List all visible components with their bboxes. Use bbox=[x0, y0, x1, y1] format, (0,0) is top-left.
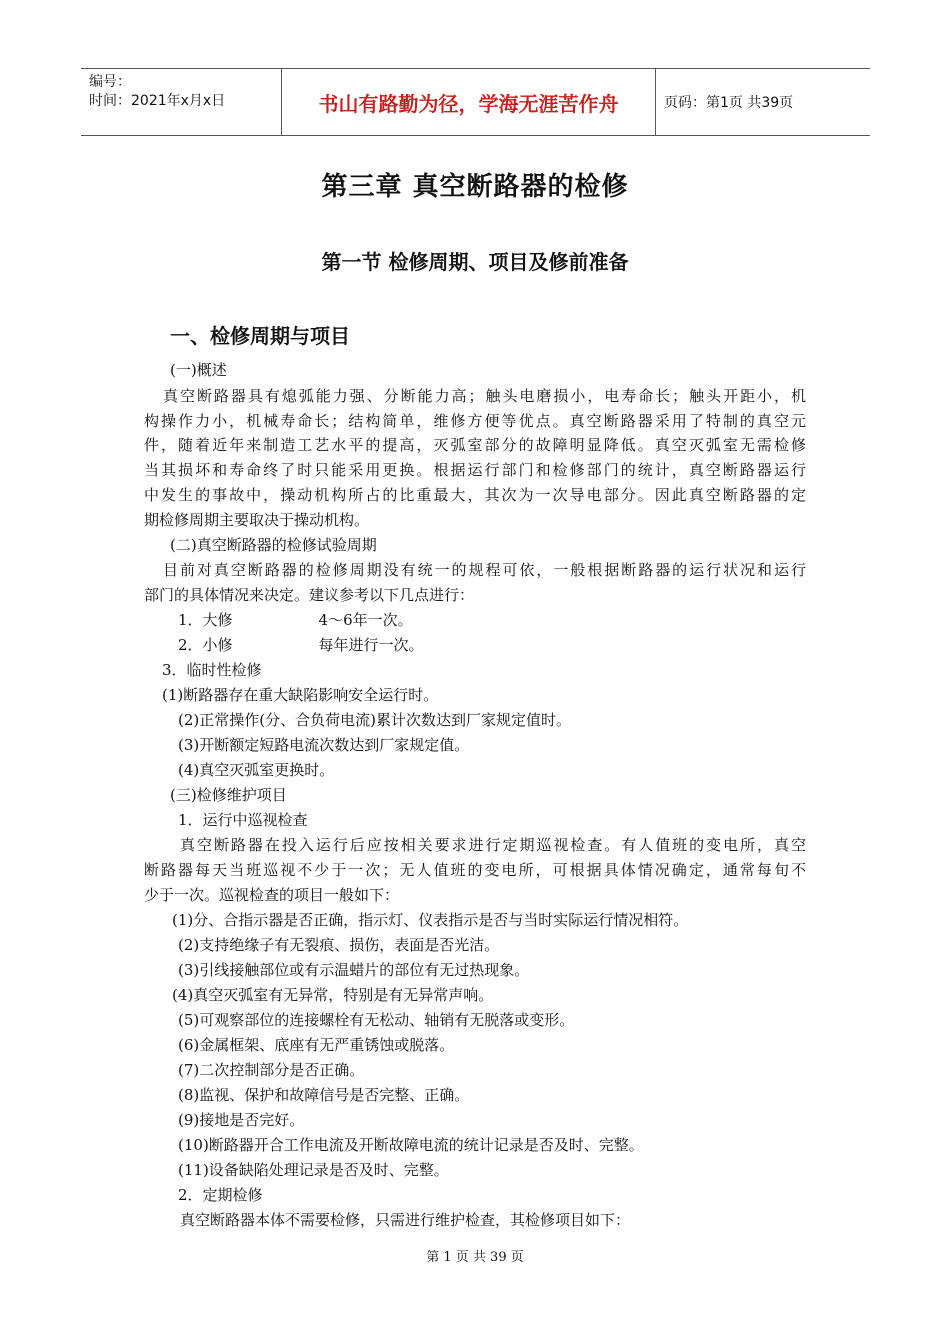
list-item: (4)真空灭弧室有无异常，特别是有无异常声响。 bbox=[172, 986, 494, 1004]
list-item: (6)金属框架、底座有无严重锈蚀或脱落。 bbox=[178, 1036, 455, 1054]
paragraph-line: 少于一次。巡视检查的项目一般如下： bbox=[144, 886, 400, 904]
paragraph-line: 中发生的事故中，操动机构所占的比重最大，其次为一次导电部分。因此真空断路器的定 bbox=[144, 486, 806, 504]
paragraph-line: 件，随着近年来制造工艺水平的提高，灭弧室部分的故障明显降低。真空灭弧室无需检修 bbox=[144, 436, 806, 454]
list-item: (8)监视、保护和故障信号是否完整、正确。 bbox=[178, 1086, 470, 1104]
subheading-maintenance-items: (三)检修维护项目 bbox=[170, 786, 287, 804]
list-item: (1)断路器存在重大缺陷影响安全运行时。 bbox=[162, 686, 439, 704]
subheading-overview: (一)概述 bbox=[170, 361, 227, 379]
list-item-minor-repair bbox=[178, 635, 424, 655]
list-item: (9)接地是否完好。 bbox=[178, 1111, 305, 1129]
header-meta bbox=[81, 69, 281, 135]
paragraph-line: 断路器每天当班巡视不少于一次；无人值班的变电所，可根据具体情况确定，通常每旬不 bbox=[144, 861, 806, 879]
header-motto: 书山有路勤为径，学海无涯苦作舟 bbox=[281, 69, 656, 135]
paragraph-line: 真空断路器本体不需要检修，只需进行维护检查，其检修项目如下： bbox=[180, 1211, 631, 1229]
paragraph-line: 目前对真空断路器的检修周期没有统一的规程可依，一般根据断路器的运行状况和运行 bbox=[163, 561, 806, 579]
list-item: (2)正常操作(分、合负荷电流)累计次数达到厂家规定值时。 bbox=[178, 711, 571, 729]
paragraph-line: 部门的具体情况来决定。建议参考以下几点进行： bbox=[144, 586, 475, 604]
paragraph-line: 真空断路器具有熄弧能力强、分断能力高；触头电磨损小，电寿命长；触头开距小，机 bbox=[163, 387, 806, 405]
list-item-value: 4～6年一次。 bbox=[318, 611, 413, 629]
list-item: (5)可观察部位的连接螺栓有无松动、轴销有无脱落或变形。 bbox=[178, 1011, 575, 1029]
page-header bbox=[81, 68, 870, 136]
chapter-title: 第三章 真空断路器的检修 bbox=[321, 172, 629, 202]
page-footer: 第 1 页 共 39 页 bbox=[426, 1250, 524, 1265]
list-item-label: 1．大修 bbox=[178, 611, 233, 629]
list-item-label: 2．小修 bbox=[178, 636, 233, 654]
list-item-value: 每年进行一次。 bbox=[318, 636, 424, 654]
heading-inspection-cycle: 一、检修周期与项目 bbox=[170, 324, 350, 348]
list-item: 2．定期检修 bbox=[178, 1186, 263, 1204]
subheading-test-cycle: (二)真空断路器的检修试验周期 bbox=[170, 536, 377, 554]
list-item-overhaul bbox=[178, 610, 413, 630]
paragraph-line: 当其损坏和寿命终了时只能采用更换。根据运行部门和检修部门的统计，真空断路器运行 bbox=[144, 461, 806, 479]
list-item: (3)引线接触部位或有示温蜡片的部位有无过热现象。 bbox=[178, 961, 530, 979]
header-page-number: 页码：第1页 共39页 bbox=[664, 95, 794, 111]
list-item: (11)设备缺陷处理记录是否及时、完整。 bbox=[178, 1161, 449, 1179]
list-item: (10)断路器开合工作电流及开断故障电流的统计记录是否及时、完整。 bbox=[178, 1136, 644, 1154]
list-item: 1．运行中巡视检查 bbox=[178, 811, 308, 829]
paragraph-line: 构操作力小，机械寿命长；结构简单，维修方便等优点。真空断路器采用了特制的真空元 bbox=[144, 412, 806, 430]
list-item: (4)真空灭弧室更换时。 bbox=[178, 761, 335, 779]
paragraph-line: 真空断路器在投入运行后应按相关要求进行定期巡视检查。有人值班的变电所，真空 bbox=[180, 836, 806, 854]
list-item: (7)二次控制部分是否正确。 bbox=[178, 1061, 365, 1079]
section-title: 第一节 检修周期、项目及修前准备 bbox=[321, 250, 629, 274]
list-item: 3．临时性检修 bbox=[162, 661, 262, 679]
document-number: 编号： bbox=[89, 74, 131, 90]
list-item: (3)开断额定短路电流次数达到厂家规定值。 bbox=[178, 736, 470, 754]
list-item: (1)分、合指示器是否正确，指示灯、仪表指示是否与当时实际运行情况相符。 bbox=[172, 911, 689, 929]
paragraph-line: 期检修周期主要取决于操动机构。 bbox=[144, 511, 370, 529]
document-date: 时间：2021年x月x日 bbox=[89, 93, 226, 109]
list-item: (2)支持绝缘子有无裂痕、损伤，表面是否光洁。 bbox=[178, 936, 500, 954]
